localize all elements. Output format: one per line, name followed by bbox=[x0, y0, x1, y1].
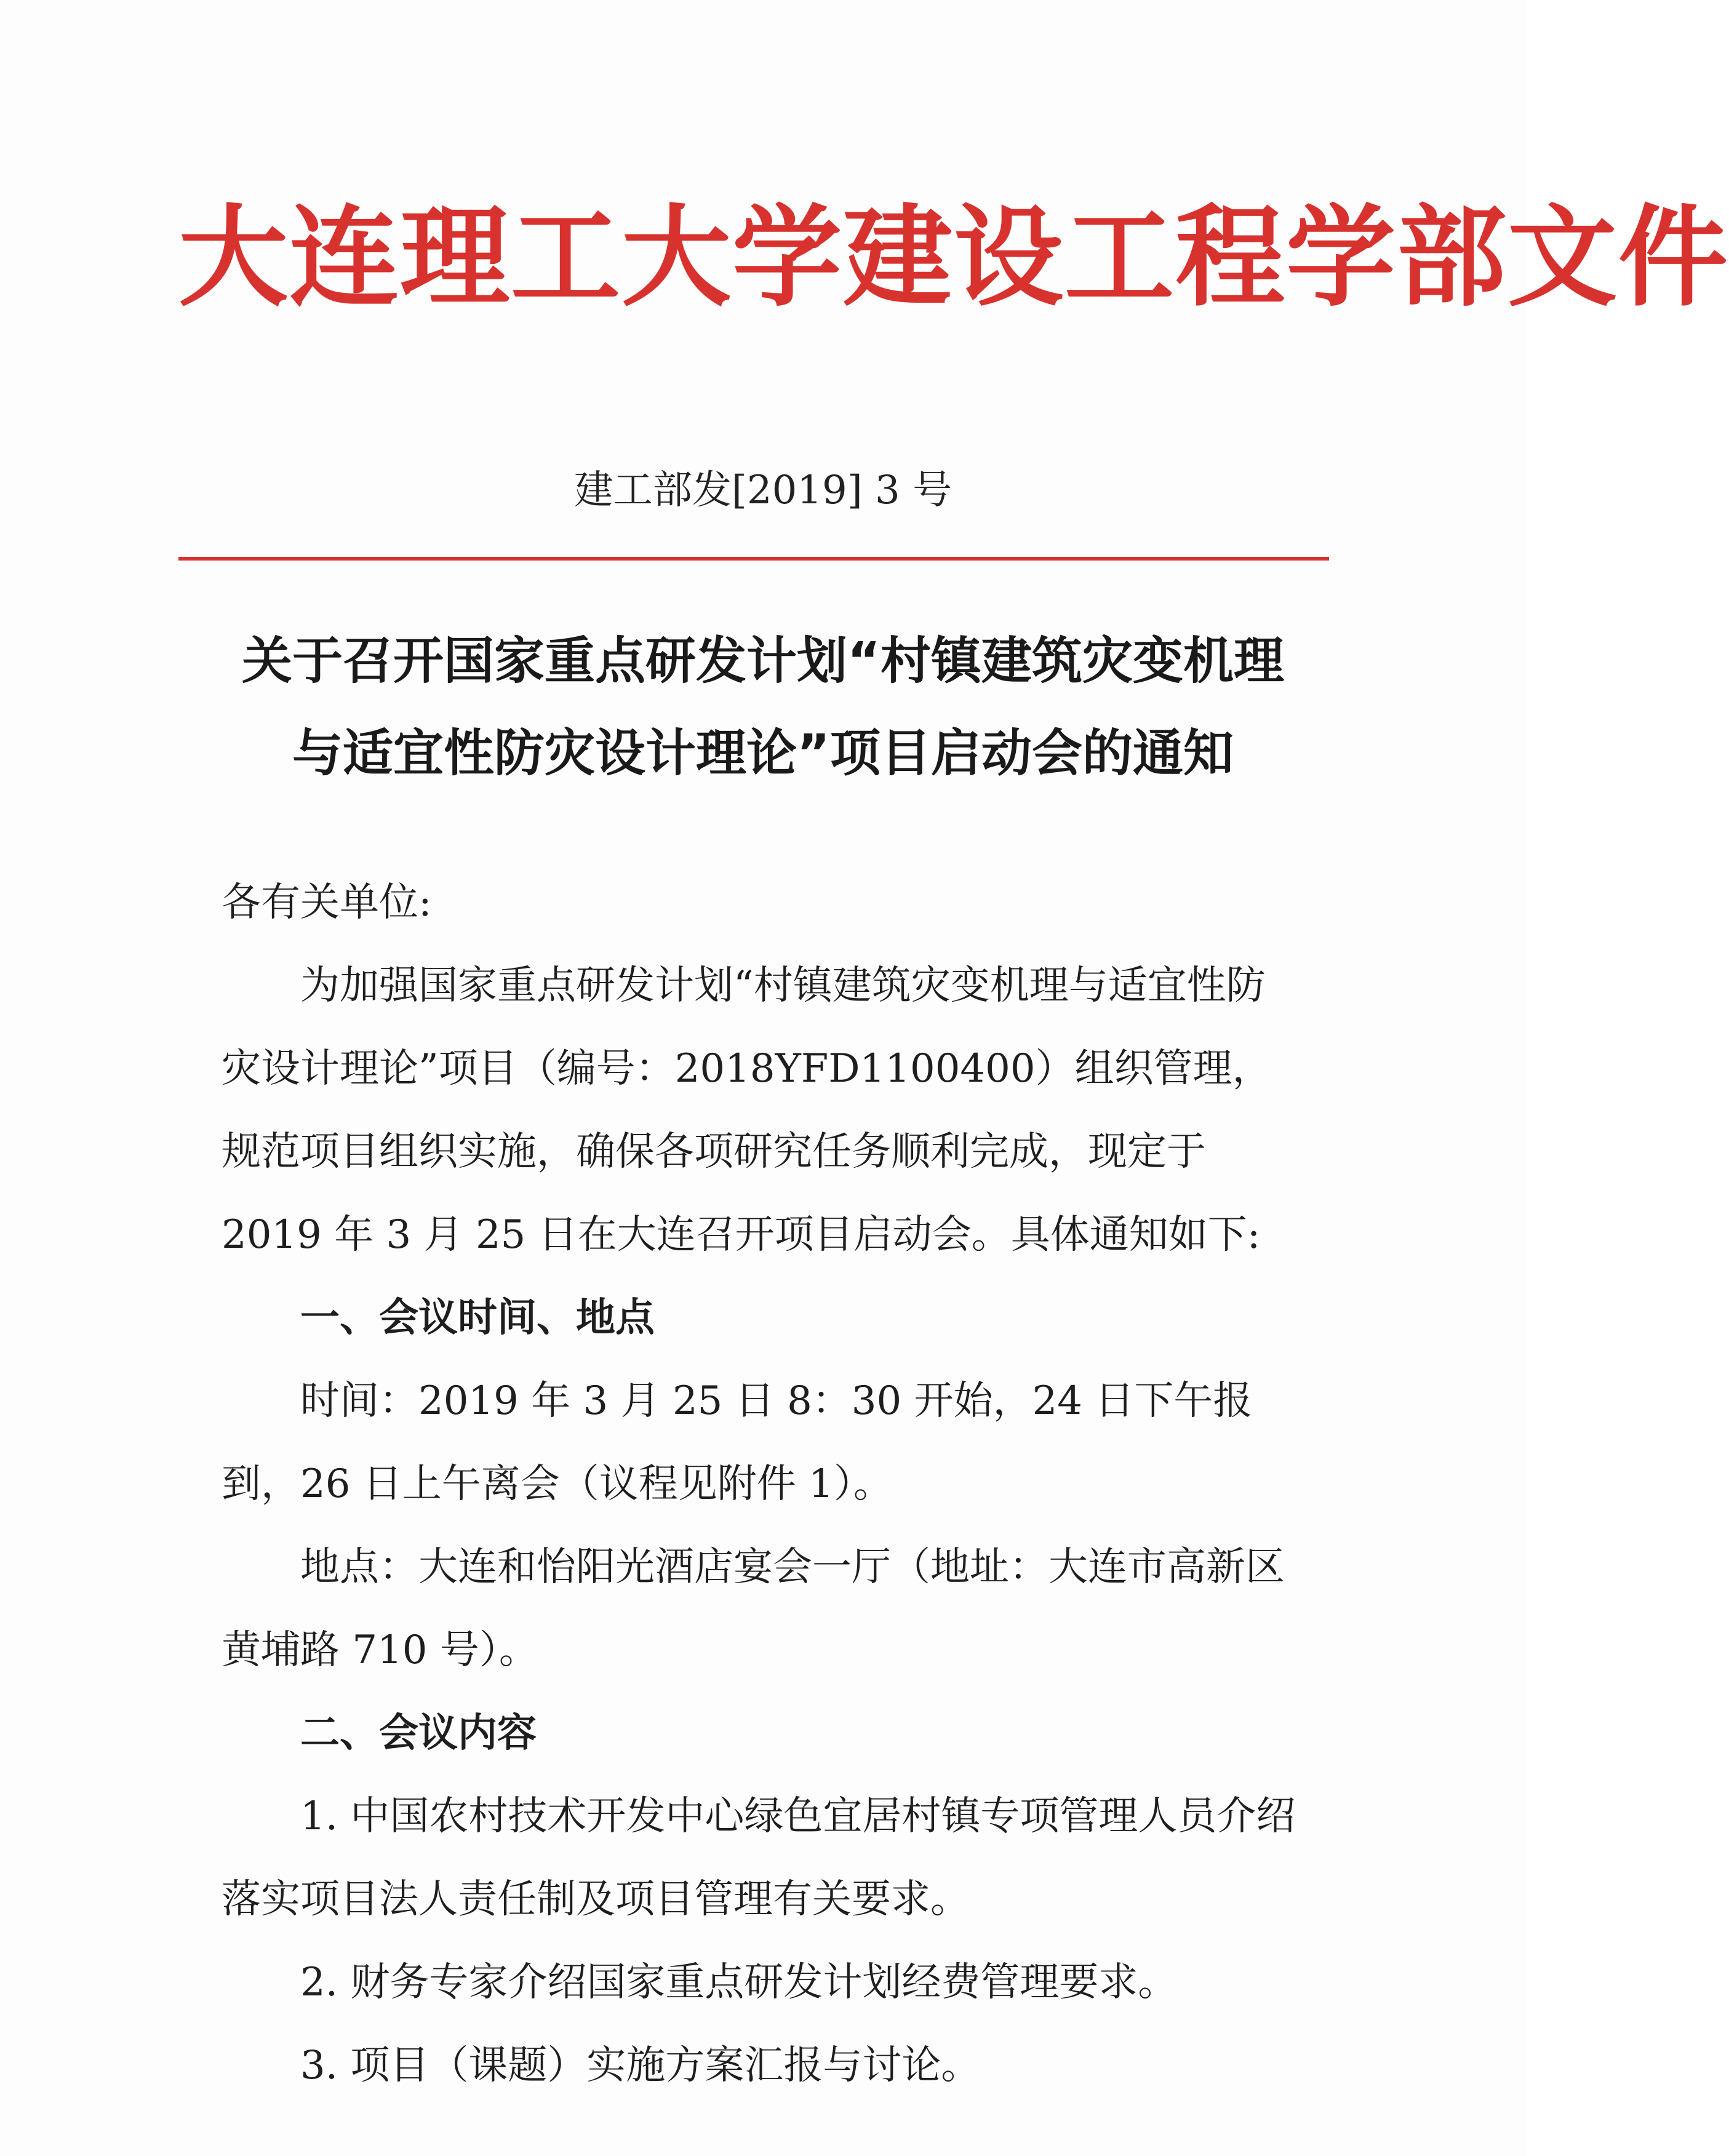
intro-paragraph: 为加强国家重点研发计划“村镇建筑灾变机理与适宜性防灾设计理论”项目（编号：2018YFD1100400）组织管理，规范项目组织实施，确保各项研究任务顺利完成，现定于 2019 年 3 月 25 日在大连召开项目启动会。具体通知如下: bbox=[222, 963, 1272, 1258]
document-header-title: 大连理工大学建设工程学部文件 bbox=[178, 194, 1729, 321]
content-item-2: 2. 财务专家介绍国家重点研发计划经费管理要求。 bbox=[300, 1960, 1178, 2005]
document-number: 建工部发[2019] 3 号 bbox=[573, 468, 952, 513]
content-item-1: 1. 中国农村技术开发中心绿色宜居村镇专项管理人员介绍落实项目法人责任制及项目管理有关要求。 bbox=[222, 1794, 1296, 1922]
meeting-place-paragraph: 地点：大连和怡阳光酒店宴会一厅（地址：大连市高新区黄埔路 710 号）。 bbox=[222, 1544, 1285, 1673]
red-divider-rule bbox=[178, 557, 1329, 561]
section-heading-time-place: 一、会议时间、地点 bbox=[300, 1295, 655, 1341]
notice-body bbox=[222, 861, 1304, 2107]
notice-title-line-2: 与适宜性防灾设计理论”项目启动会的通知 bbox=[292, 724, 1234, 783]
notice-title-line-1: 关于召开国家重点研发计划“村镇建筑灾变机理 bbox=[242, 632, 1284, 690]
meeting-time-paragraph: 时间：2019 年 3 月 25 日 8：30 开始，24 日下午报到，26 日上午离会（议程见附件 1）。 bbox=[222, 1378, 1253, 1507]
section-heading-content: 二、会议内容 bbox=[300, 1711, 537, 1756]
notice-title bbox=[0, 615, 1526, 800]
salutation: 各有关单位: bbox=[222, 880, 432, 925]
content-item-3: 3. 项目（课题）实施方案汇报与讨论。 bbox=[300, 2043, 981, 2088]
